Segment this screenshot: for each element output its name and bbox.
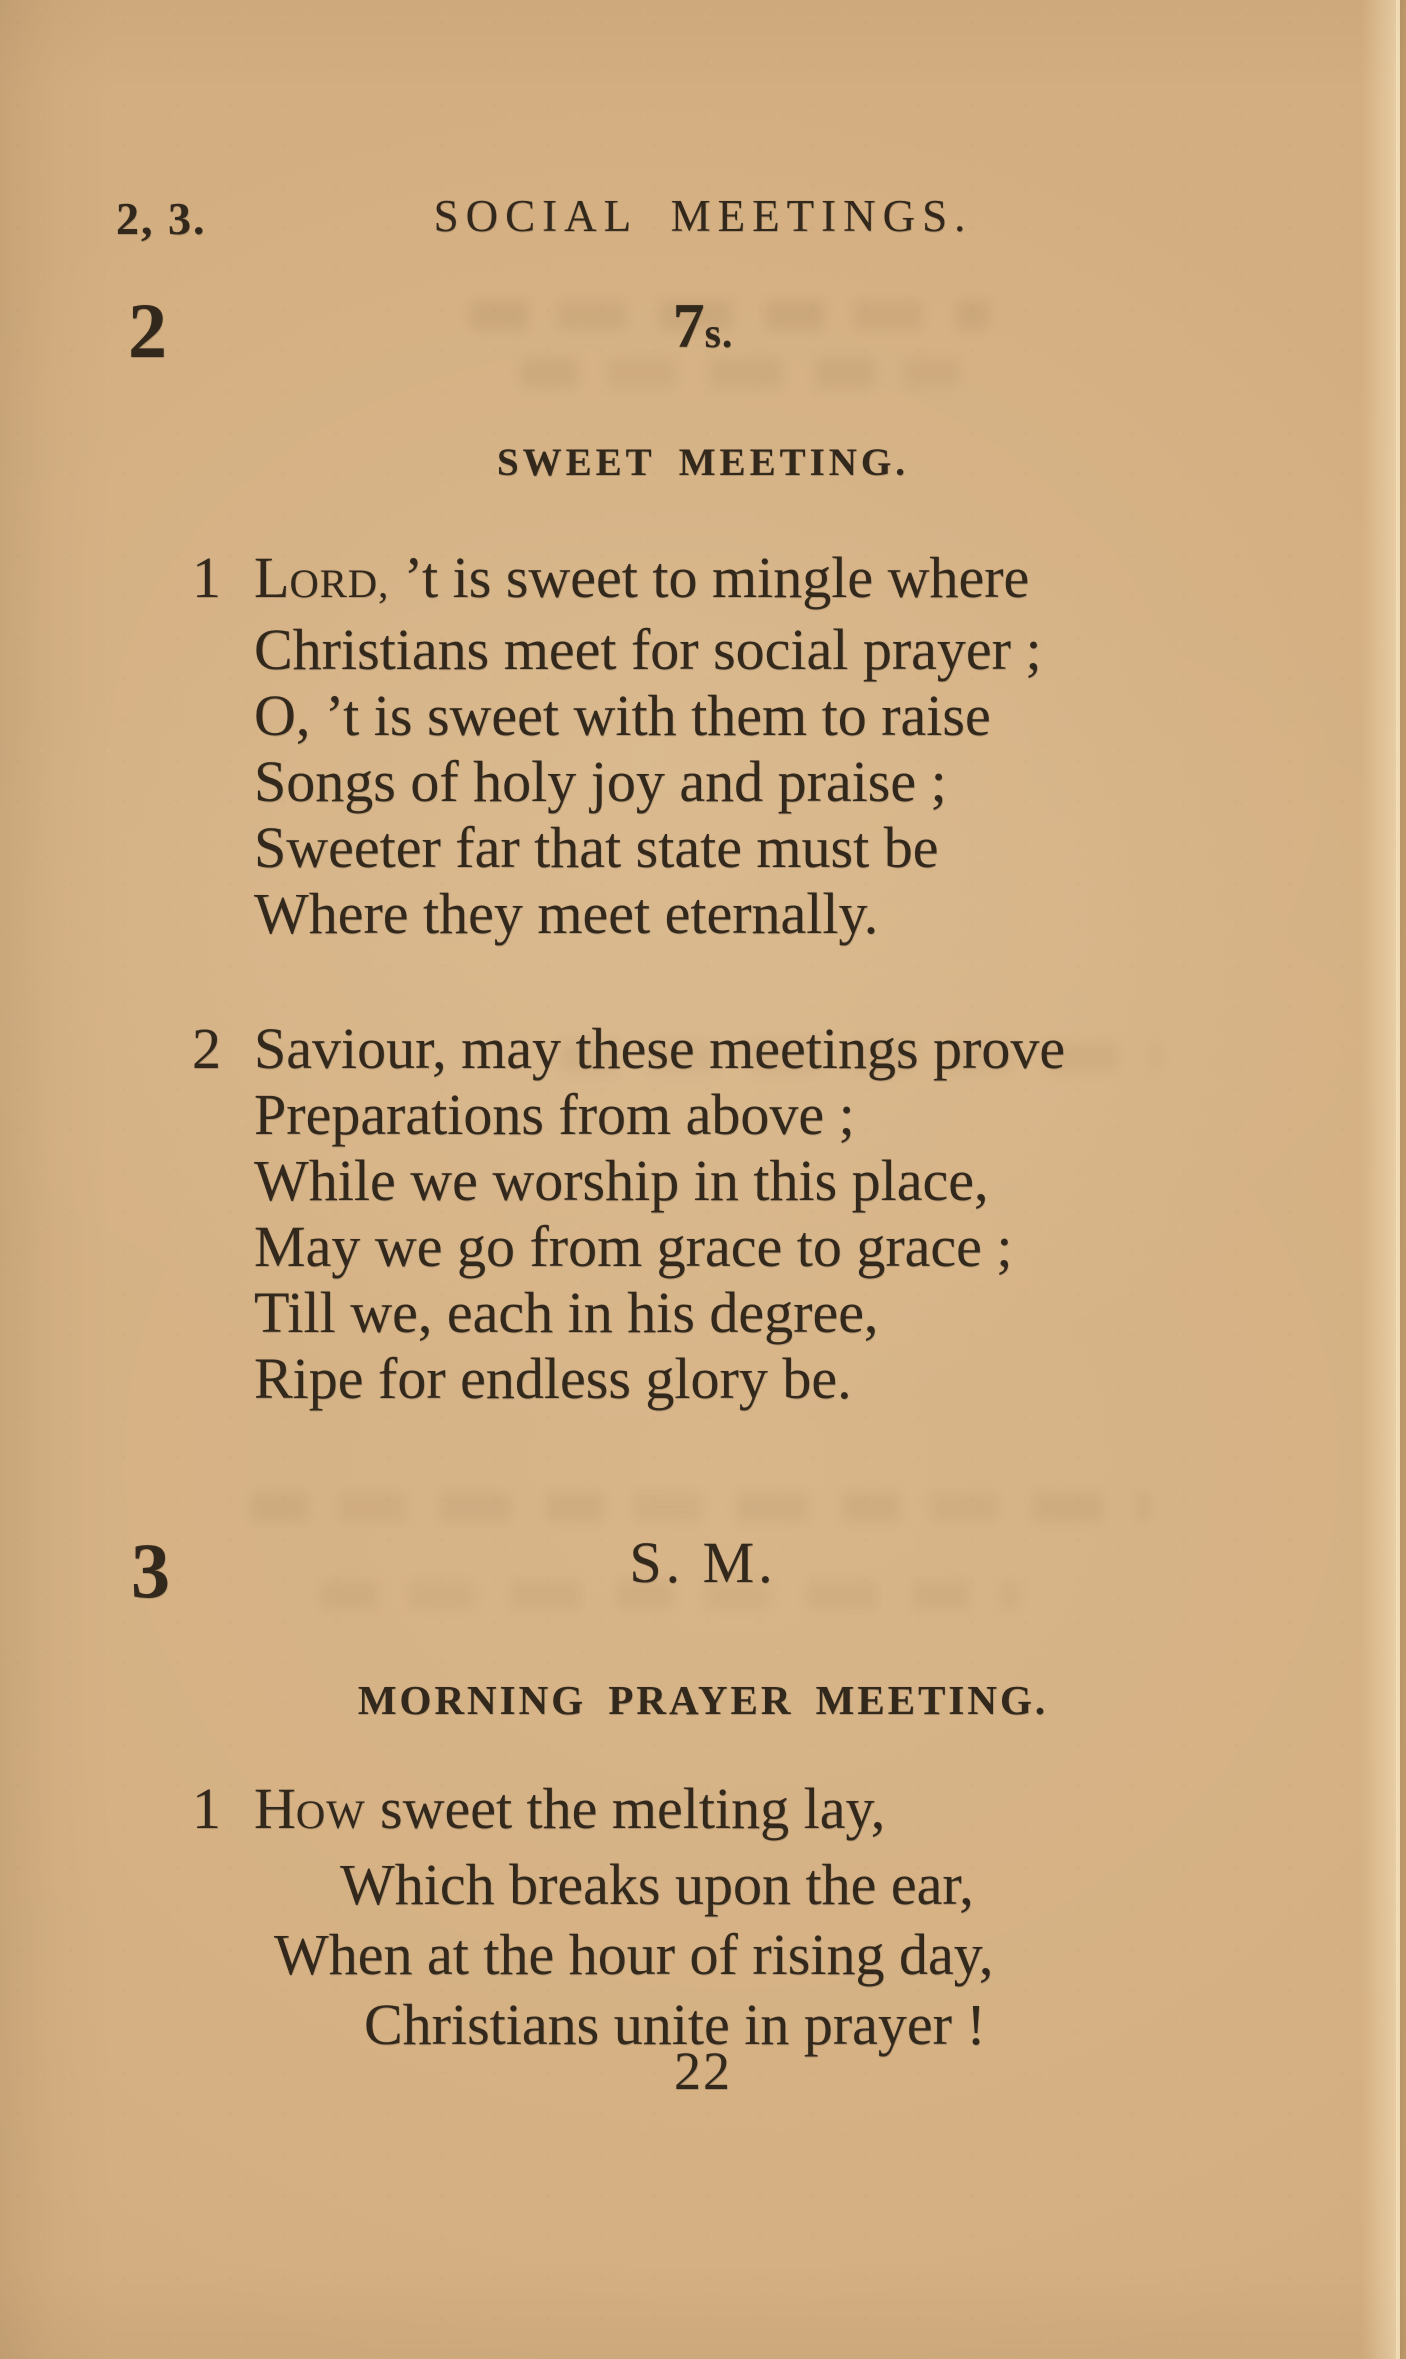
verse-line-text: sweet the melting lay, [365, 1776, 886, 1841]
meter-suffix: s. [704, 311, 734, 357]
verse-line: May we go from grace to grace ; [254, 1214, 1013, 1279]
hymn-meter [0, 290, 1406, 361]
hymn-meter: S. M. [629, 1530, 777, 1595]
bleed-through-text [250, 1492, 1150, 1522]
verse-line: Preparations from above ; [254, 1082, 855, 1147]
verse-line-text: Saviour, may these meetings prove [254, 1016, 1066, 1081]
section-title: SOCIAL MEETINGS. [433, 191, 973, 241]
verse-line-text: ’t is sweet to mingle where [389, 545, 1030, 610]
verse-number: 1 [192, 1776, 221, 1841]
lead-smallcaps: ORD, [289, 561, 390, 606]
verse-line: Ripe for endless glory be. [254, 1346, 852, 1411]
lead-smallcaps: OW [295, 1792, 366, 1837]
lead-initial: H [254, 1776, 296, 1841]
verse-line: Christians unite in prayer ! [364, 1992, 986, 2057]
meter-number: 7 [672, 290, 705, 361]
verse-line: When at the hour of rising day, [274, 1922, 994, 1987]
verse-line: Where they meet eternally. [254, 881, 879, 946]
verse [192, 545, 1042, 947]
verse-line [192, 1016, 1065, 1082]
verse-line: Songs of holy joy and praise ; [254, 749, 947, 814]
verse-line: Which breaks upon the ear, [340, 1852, 974, 1917]
hymn-title: SWEET MEETING. [496, 441, 910, 484]
hymn-number: 2 [128, 287, 167, 374]
verse-line [192, 1774, 993, 1850]
lead-initial: L [254, 545, 290, 610]
verse-line: O, ’t is sweet with them to raise [254, 683, 991, 748]
verse-number: 2 [192, 1016, 221, 1081]
hymn-number: 3 [131, 1527, 170, 1614]
verse-line: Christians meet for social prayer ; [254, 617, 1042, 682]
verse-line: Till we, each in his degree, [254, 1280, 879, 1345]
bleed-through-text [520, 358, 960, 388]
verse-line [192, 545, 1042, 617]
verse [192, 1016, 1065, 1412]
hymn-title: MORNING PRAYER MEETING. [357, 1677, 1049, 1723]
page-header [0, 190, 1406, 250]
header-hymn-numbers: 2, 3. [116, 193, 207, 244]
page-number: 22 [674, 2041, 732, 2101]
verse-line: Sweeter far that state must be [254, 815, 939, 880]
verse-number: 1 [192, 545, 221, 610]
verse-line: While we worship in this place, [254, 1148, 989, 1213]
verse [192, 1774, 993, 2060]
